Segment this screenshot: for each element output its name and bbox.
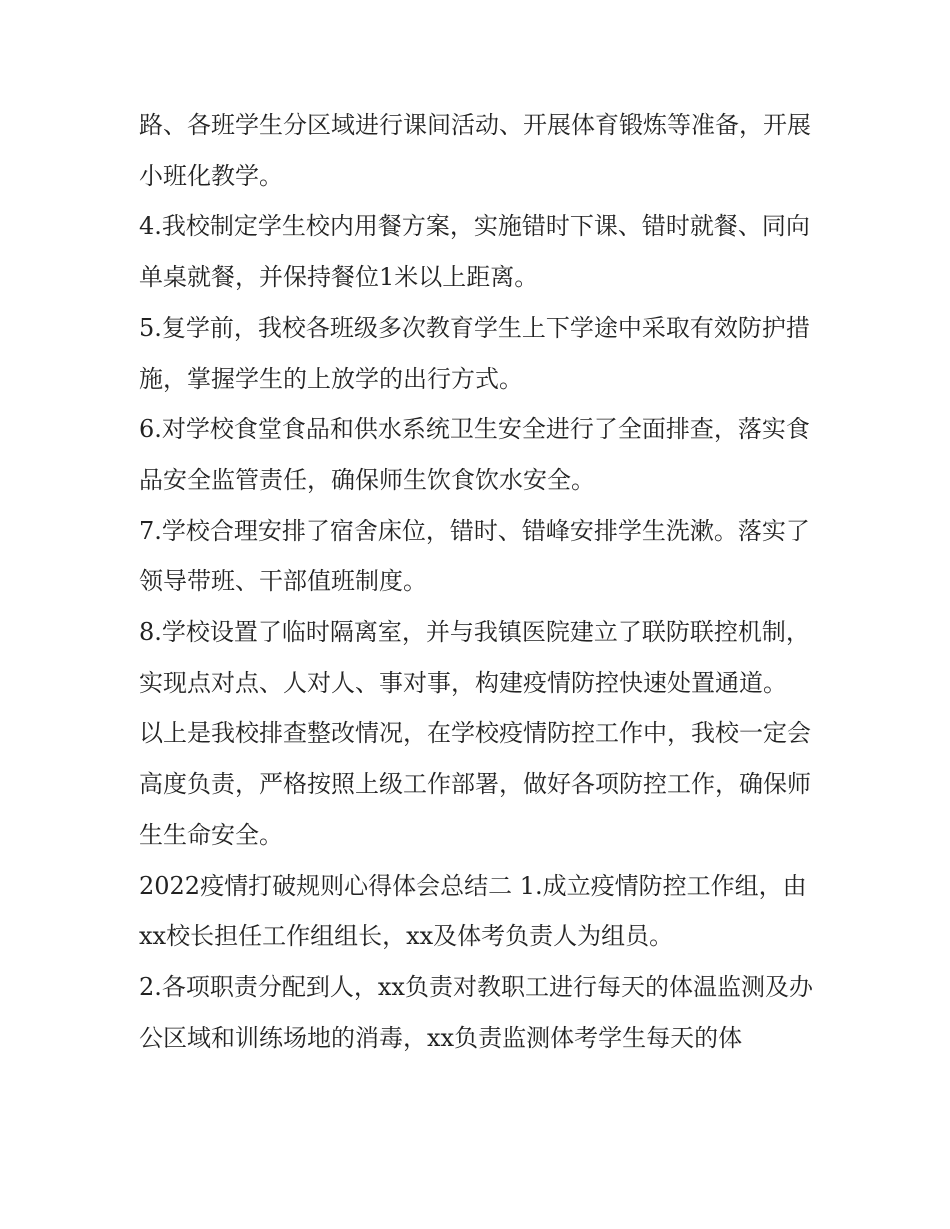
- paragraph-section-two-item-1: 2022疫情打破规则心得体会总结二 1.成立疫情防控工作组，由xx校长担任工作组组长，xx及体考负责人为组员。: [139, 871, 807, 951]
- paragraph-section-two-item-2: 2.各项职责分配到人，xx负责对教职工进行每天的体温监测及办公区域和训练场地的消毒，xx负责监测体考学生每天的体: [139, 972, 813, 1052]
- paragraph-item-6: 6.对学校食堂食品和供水系统卫生安全进行了全面排查，落实食品安全监管责任，确保师生饮食饮水安全。: [139, 415, 810, 494]
- paragraph-item-4: 4.我校制定学生校内用餐方案，实施错时下课、错时就餐、同向单桌就餐，并保持餐位1米以上距离。: [139, 212, 810, 292]
- paragraph-summary: 以上是我校排查整改情况，在学校疫情防控工作中，我校一定会高度负责，严格按照上级工作部署，做好各项防控工作，确保师生生命安全。: [139, 719, 811, 849]
- document-body: [139, 100, 819, 1063]
- paragraph-continuation: 路、各班学生分区域进行课间活动、开展体育锻炼等准备，开展小班化教学。: [139, 111, 811, 190]
- paragraph-item-5: 5.复学前，我校各班级多次教育学生上下学途中采取有效防护措施，掌握学生的上放学的出行方式。: [139, 313, 810, 393]
- paragraph-item-7: 7.学校合理安排了宿舍床位，错时、错峰安排学生洗漱。落实了领导带班、干部值班制度。: [139, 516, 810, 596]
- paragraph-item-8: 8.学校设置了临时隔离室，并与我镇医院建立了联防联控机制，实现点对点、人对人、事对事，构建疫情防控快速处置通道。: [139, 618, 810, 697]
